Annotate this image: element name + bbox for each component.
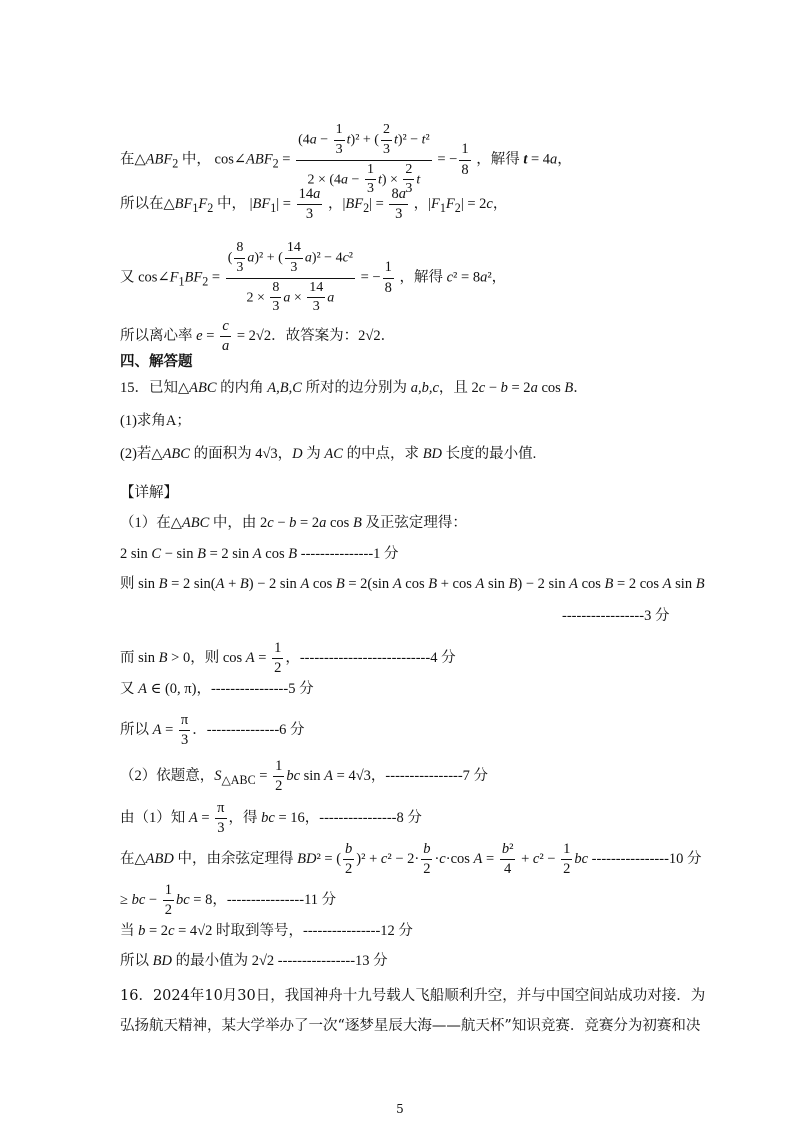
detail-step-4: 而 sin B > 0，则 cos A = $\frac{1}{2}$ ，---------------------------4 分	[120, 640, 456, 677]
problem-15-part-2: (2)若△ABC 的面积为 4√3，D 为 AC 的中点，求 BD 长度的最小值.	[120, 446, 537, 462]
fraction-cos-f1bf2: ( $\frac{8}{3}$ a)² + ( $\frac{14}{3}$ a)² − 4c² 2 × $\frac{8}{3}$ a × $\frac{14}{3}$ a	[227, 240, 353, 315]
detail-step-10: ≥ bc − $\frac{1}{2}$ bc = 8，----------------11 分	[120, 882, 337, 919]
detail-step-5: 又 A ∈ (0, π)，----------------5 分	[120, 681, 314, 697]
problem-16-line-2: 弘扬航天精神，某大学举办了一次“逐梦星辰大海——航天杯”知识竞赛．竞赛分为初赛和决	[120, 1018, 701, 1034]
problem-15-part-1: (1)求角A；	[120, 413, 191, 429]
detail-step-8: 由（1）知 A = $\frac{\pi}{3}$ ，得 bc = 16，----------------8 分	[120, 800, 422, 837]
section-heading: 四、解答题	[120, 353, 193, 370]
detail-step-1: （1）在△ABC 中，由 2c − b = 2a cos B 及正弦定理得：	[120, 515, 467, 531]
problem-15-statement: 15．已知△ABC 的内角 A,B,C 所对的边分别为 a,b,c，且 2c − b = 2a cos B．	[120, 380, 588, 396]
solution-line-1: 在$\triangle ABF_2$ 中， $\cos\angle ABF_2$ = (4a − $\frac{1}{3}$ t)² + ( $\frac{2}{3}$ t)² − t² 2 × (4a − $\frac{1}{3}$ t) × $\frac{2}{3}$ t = − $\frac{1}{8}$ ，解得 t = 4a，	[120, 122, 572, 197]
detail-label: 【详解】	[120, 485, 178, 501]
solution-line-4: 所以离心率 e = $\frac{c}{a}$ = 2√2．故答案为：2√2．	[120, 318, 396, 355]
problem-16-line-1: 16．2024年10月30日，我国神舟十九号载人飞船顺利升空，并与中国空间站成功对接．为	[120, 988, 706, 1004]
page-number: 5	[396, 1102, 404, 1116]
fraction-cos-abf2: (4a − $\frac{1}{3}$ t)² + ( $\frac{2}{3}$ t)² − t² 2 × (4a − $\frac{1}{3}$ t) × $\frac{2}{3}$ t	[298, 122, 430, 197]
score-3: -----------------3 分	[562, 608, 670, 624]
solution-line-2: 所以在$\triangle BF_1F_2$ 中， $|BF_1|$ = $\frac{14a}{3}$ ，$|BF_2|$ = $\frac{8a}{3}$ ，$|F_1F_2| = 2c$，	[120, 186, 508, 223]
solution-line-3: 又 $\cos\angle F_1BF_2$ = ( $\frac{8}{3}$ a)² + ( $\frac{14}{3}$ a)² − 4c² 2 × $\frac{8}{3}$ a × $\frac{14}{3}$ a = − $\frac{1}{8}$ ，解得 c² = 8a²，	[120, 240, 507, 315]
detail-step-11: 当 b = 2c = 4√2 时取到等号，----------------12 分	[120, 923, 413, 939]
detail-step-9: 在△ABD 中，由余弦定理得 BD² = ( $\frac{b}{2}$ )² + c² − 2· $\frac{b}{2}$ ·c·cos A = $\frac{\text{b²}}{4}$ + c² − $\frac{1}{2}$ bc ----------------10 分	[120, 841, 702, 878]
detail-step-6: 所以 A = $\frac{\pi}{3}$ ．---------------6 分	[120, 712, 305, 749]
detail-step-7: （2）依题意，$S_{\triangle ABC}$ = $\frac{1}{2}$ bc sin A = 4√3，----------------7 分	[120, 758, 489, 795]
detail-step-12: 所以 BD 的最小值为 2√2 ----------------13 分	[120, 953, 388, 969]
detail-step-2: 2 sin C − sin B = 2 sin A cos B ---------------1 分	[120, 546, 399, 562]
detail-step-3: 则 sin B = 2 sin(A + B) − 2 sin A cos B = 2(sin A cos B + cos A sin B) − 2 sin A cos B = 2 cos A sin B	[120, 576, 705, 592]
